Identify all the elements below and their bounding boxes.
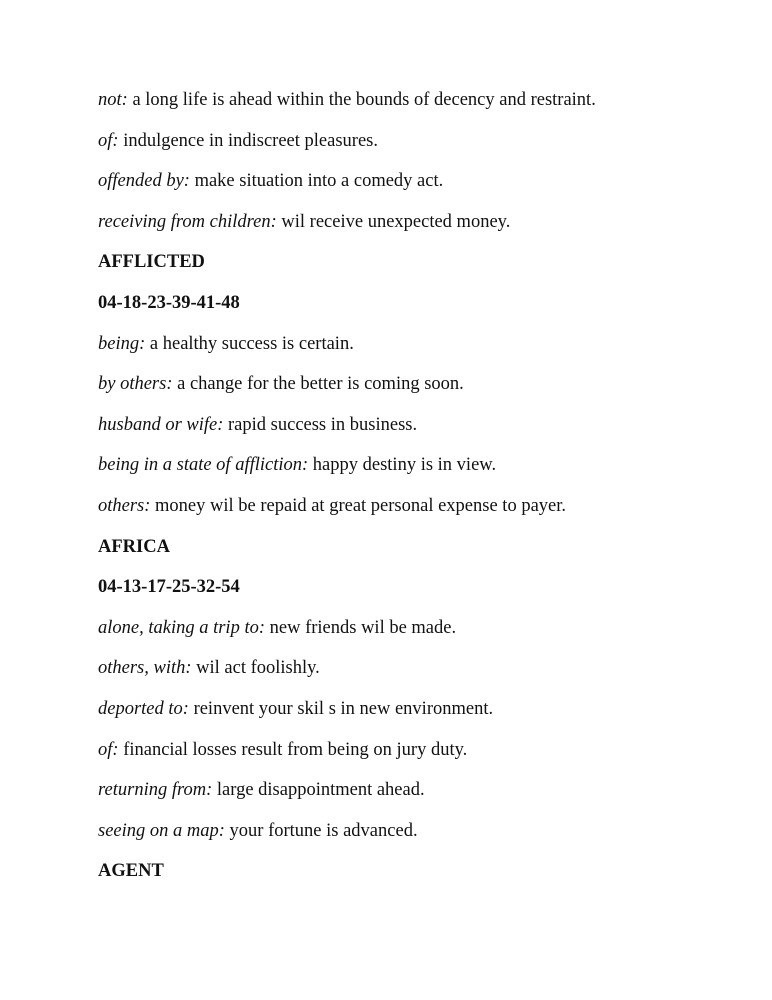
entry-text: indulgence in indiscreet pleasures. <box>118 130 378 151</box>
entry-others-with <box>98 656 748 680</box>
entry-term: deported to: <box>98 698 189 719</box>
entry-text: happy destiny is in view. <box>308 455 497 476</box>
section-heading-agent: AGENT <box>98 861 164 882</box>
document-page <box>98 88 748 900</box>
lucky-numbers-afflicted: 04-18-23-39-41-48 <box>98 292 240 313</box>
section-heading-africa: AFRICA <box>98 536 170 557</box>
entry-term: being: <box>98 333 146 354</box>
entry-text: a long life is ahead within the bounds of decency and restraint. <box>127 90 596 110</box>
entry-term: receiving from children: <box>98 211 277 232</box>
entry-text: reinvent your skil s in new environment. <box>188 698 494 719</box>
entry-text: money wil be repaid at great personal expense to payer. <box>150 495 567 516</box>
entry-others <box>98 494 748 518</box>
entry-husband-or-wife <box>98 413 748 437</box>
entry-deported-to <box>98 697 748 721</box>
entry-text: a healthy success is certain. <box>145 333 354 354</box>
entry-by-others <box>98 372 748 396</box>
entry-offended-by <box>98 169 748 193</box>
entry-term: offended by: <box>98 171 190 192</box>
entry-term: not: <box>98 90 128 110</box>
entry-text: wil act foolishly. <box>191 658 320 679</box>
entry-term: others: <box>98 495 151 516</box>
entry-not <box>98 88 748 112</box>
section-heading-afflicted: AFFLICTED <box>98 252 205 273</box>
entry-text: new friends wil be made. <box>265 617 457 638</box>
entry-seeing-on-map <box>98 819 748 843</box>
entry-of-africa <box>98 738 748 762</box>
entry-text: a change for the better is coming soon. <box>172 374 464 395</box>
entry-text: financial losses result from being on jury duty. <box>118 739 468 760</box>
entry-term: returning from: <box>98 780 213 801</box>
entry-receiving-from-children <box>98 210 748 234</box>
entry-text: large disappointment ahead. <box>212 780 425 801</box>
entry-term: of: <box>98 739 119 760</box>
entry-text: your fortune is advanced. <box>224 820 418 841</box>
entry-text: wil receive unexpected money. <box>276 211 511 232</box>
entry-alone-taking-trip <box>98 616 748 640</box>
entry-term: others, with: <box>98 658 192 679</box>
entry-returning-from <box>98 778 748 802</box>
entry-term: seeing on a map: <box>98 820 225 841</box>
entry-term: being in a state of affliction: <box>98 455 309 476</box>
entry-of <box>98 129 748 153</box>
entry-text: make situation into a comedy act. <box>189 171 444 192</box>
entry-term: by others: <box>98 374 173 395</box>
entry-term: husband or wife: <box>98 414 224 435</box>
entry-term: of: <box>98 130 119 151</box>
entry-state-of-affliction <box>98 453 748 477</box>
lucky-numbers-africa: 04-13-17-25-32-54 <box>98 577 240 598</box>
entry-being <box>98 332 748 356</box>
entry-term: alone, taking a trip to: <box>98 617 265 638</box>
entry-text: rapid success in business. <box>223 414 418 435</box>
